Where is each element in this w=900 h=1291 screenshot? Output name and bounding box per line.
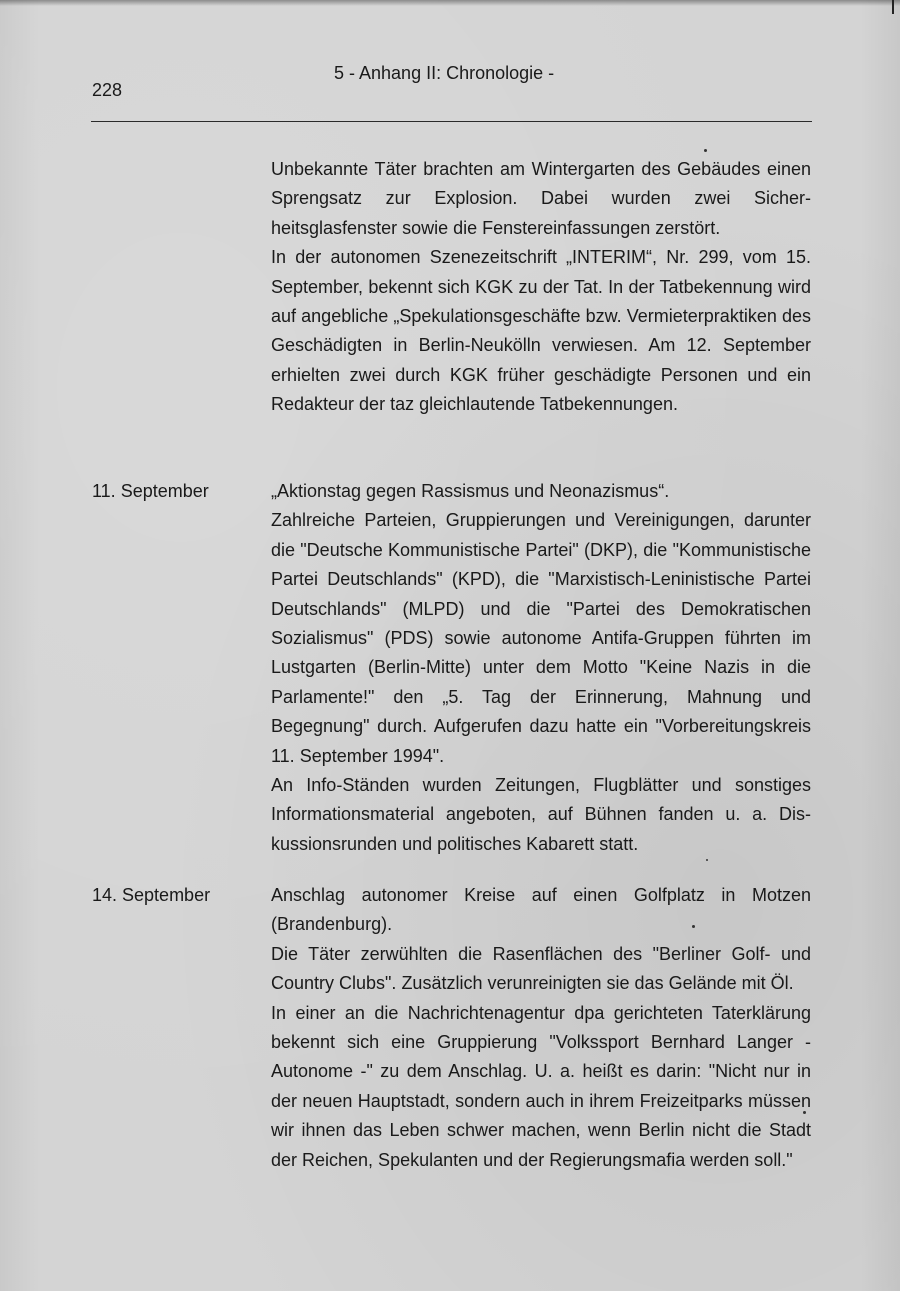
running-head: 5 - Anhang II: Chronologie - bbox=[334, 63, 555, 83]
entry-text-continuation bbox=[271, 155, 811, 420]
scan-speck bbox=[803, 1111, 806, 1114]
entry-paragraph: An Info-Ständen wurden Zeitungen, Flugblätter und sonstiges Informationsmaterial angeboten, auf Bühnen fanden u. a. Diskussionsrunden und politisches Kabarett statt. bbox=[271, 775, 811, 854]
entry-date: 14. September bbox=[92, 885, 211, 905]
entry-paragraph: In der autonomen Szenezeitschrift „INTERIM“, Nr. 299, vom 15. September, bekennt sich KGK zu der Tat. In der Tatbekennung wird auf angebliche „Spekulationsgeschäfte bzw. Vermieterpraktiken des Geschädigten in Berlin-Neukölln verwiesen. Am 12. September erhielten zwei durch KGK früher geschädigte Personen und ein Redakteur der taz gleichlautende Tatbekennungen. bbox=[271, 247, 811, 415]
scan-edge-mark bbox=[892, 0, 894, 14]
entry-paragraph: „Aktionstag gegen Rassismus und Neonazismus“. bbox=[271, 481, 670, 501]
scan-speck bbox=[704, 149, 707, 152]
page-number: 228 bbox=[92, 80, 123, 100]
entry-text bbox=[271, 881, 811, 1175]
entry-paragraph: Die Täter zerwühlten die Rasenflächen des "Berliner Golf- und Country Clubs". Zusätzlich verunreinigten sie das Gelände mit Öl. bbox=[271, 943, 811, 994]
entry-paragraph: Anschlag autonomer Kreise auf einen Golfplatz in Motzen (Brandenburg). bbox=[271, 885, 811, 935]
entry-paragraph: In einer an die Nachrichtenagentur dpa gerichteten Taterklärung bekennt sich eine Gruppierung "Volkssport Bernhard Langer - Autonome -" zu dem Anschlag. U. a. heißt es darin: "Nicht nur in der neuen Hauptstadt, sondern auch in ihrem Freizeitparks müssen wir ihnen das Leben schwer machen, wenn Berlin nicht die Stadt der Reichen, Spekulanten und der Regierungsmafia werden soll." bbox=[271, 1002, 811, 1170]
scan-edge-shadow bbox=[0, 0, 900, 6]
entry-date: 11. September bbox=[92, 481, 209, 501]
scan-speck bbox=[692, 925, 695, 928]
header-rule bbox=[91, 121, 812, 122]
entry-paragraph: Unbekannte Täter brachten am Wintergarten des Gebäudes einen Sprengsatz zur Explosion. Dabei wurden zwei Sicherheitsglasfenster sowie die Fenstereinfassungen zerstört. bbox=[271, 159, 811, 238]
entry-paragraph: Zahlreiche Parteien, Gruppierungen und Vereinigungen, darunter die "Deutsche Kommunistische Partei" (DKP), die "Kommunistische Partei Deutschlands" (KPD), die "Marxistisch-Leninistische Partei Deutschlands" (MLPD) und die "Partei des Demokratischen Sozialismus" (PDS) sowie autonome Antifa-Gruppen führten im Lustgarten (Berlin-Mitte) unter dem Motto "Keine Nazis in die Parlamente!" den „5. Tag der Erinnerung, Mahnung und Begegnung" durch. Aufgerufen dazu hatte ein "Vorbereitungskreis 11. September 1994". bbox=[271, 510, 811, 766]
entry-text bbox=[271, 477, 811, 859]
scan-speck bbox=[706, 859, 708, 861]
